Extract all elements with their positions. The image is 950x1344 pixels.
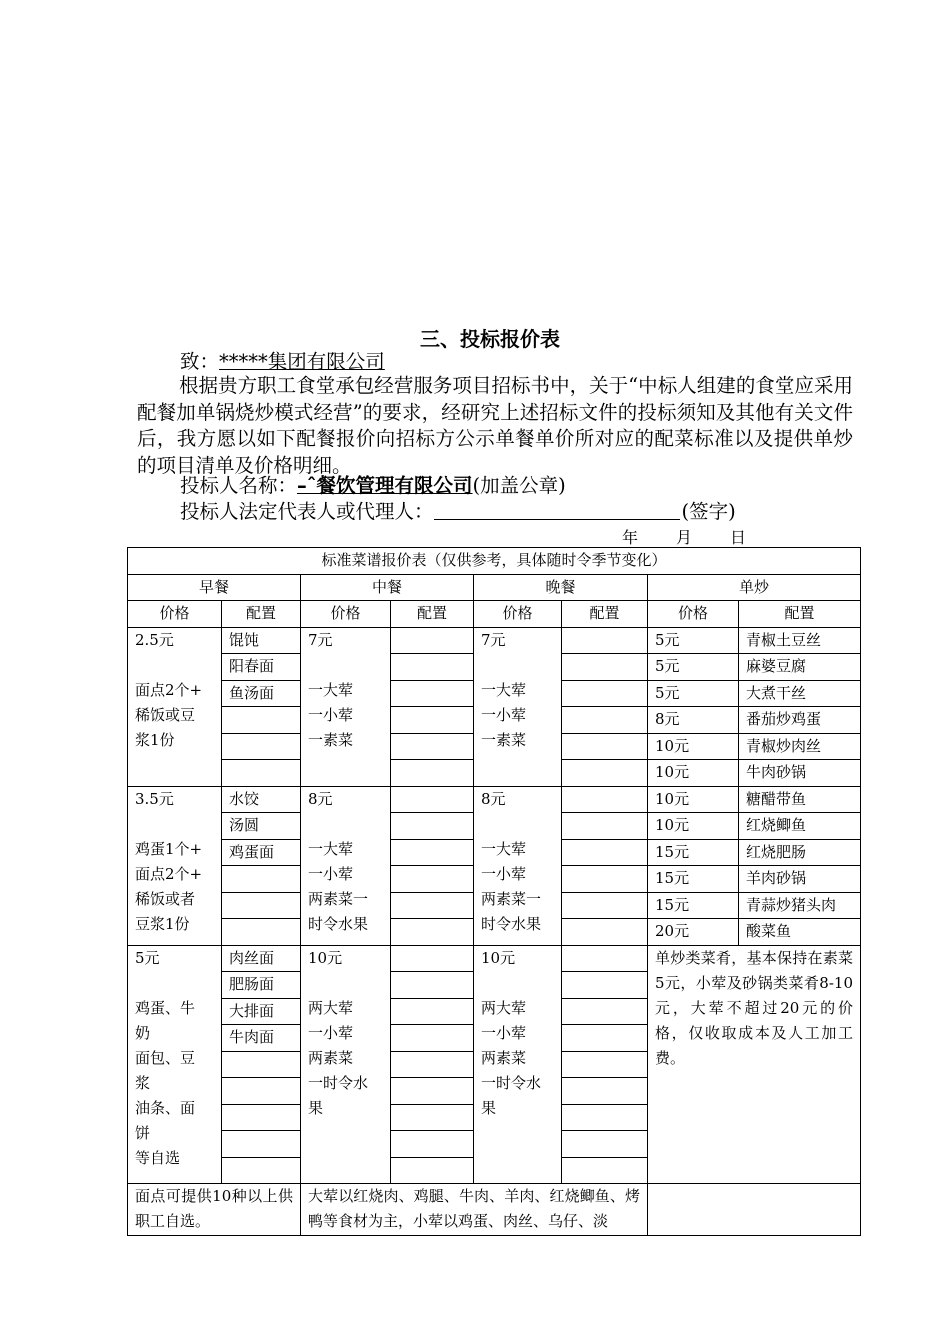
- dinner-config-cell: [562, 839, 648, 866]
- breakfast-item-cell: [222, 892, 301, 919]
- dinner-config-cell: [562, 707, 648, 734]
- meal-header-lunch: 中餐: [301, 574, 474, 601]
- dinner-config-cell: [562, 945, 648, 972]
- breakfast-item-cell: 汤圆: [222, 813, 301, 840]
- breakfast-item-cell: [222, 1131, 301, 1158]
- lunch-price-cell: 7元 一大荤 一小荤 一素菜: [301, 627, 391, 786]
- stir-fry-name-cell: 青蒜炒猪头肉: [739, 892, 861, 919]
- table-footer-row: [128, 1184, 861, 1236]
- bidder-label: 投标人名称：: [180, 474, 298, 497]
- dinner-config-cell: [562, 680, 648, 707]
- table-row: [128, 786, 861, 813]
- breakfast-item-cell: [222, 1051, 301, 1078]
- signature-note: (签字): [681, 500, 736, 523]
- stir-fry-price-cell: 10元: [648, 786, 739, 813]
- recipient-name: *****集团有限公司: [219, 350, 385, 373]
- table-row: [128, 945, 861, 972]
- stir-fry-price-cell: 10元: [648, 813, 739, 840]
- date-line: [622, 525, 746, 548]
- stir-fry-name-cell: 红烧鲫鱼: [739, 813, 861, 840]
- lunch-config-cell: [391, 1051, 474, 1078]
- dinner-price-cell: 10元 两大荤 一小荤 两素菜 一时令水 果: [474, 945, 562, 1184]
- dinner-config-cell: [562, 919, 648, 946]
- subheader-price: 价格: [128, 601, 222, 628]
- bidder-line: [180, 472, 566, 499]
- dinner-config-cell: [562, 1051, 648, 1078]
- stir-fry-name-cell: 红烧肥肠: [739, 839, 861, 866]
- lunch-config-cell: [391, 627, 474, 654]
- breakfast-item-cell: 牛肉面: [222, 1025, 301, 1052]
- dinner-config-cell: [562, 972, 648, 999]
- stir-fry-name-cell: 羊肉砂锅: [739, 866, 861, 893]
- meal-header-breakfast: 早餐: [128, 574, 301, 601]
- meal-header-dinner: 晚餐: [474, 574, 648, 601]
- stir-fry-price-cell: 15元: [648, 866, 739, 893]
- dinner-config-cell: [562, 892, 648, 919]
- stir-fry-name-cell: 酸菜鱼: [739, 919, 861, 946]
- breakfast-item-cell: [222, 1104, 301, 1131]
- stir-fry-price-cell: 8元: [648, 707, 739, 734]
- stir-fry-price-cell: 20元: [648, 919, 739, 946]
- stir-fry-price-cell: 10元: [648, 733, 739, 760]
- dinner-config-cell: [562, 1157, 648, 1184]
- lunch-config-cell: [391, 866, 474, 893]
- stir-fry-price-cell: 5元: [648, 654, 739, 681]
- stir-fry-name-cell: 青椒炒肉丝: [739, 733, 861, 760]
- stir-fry-price-cell: 5元: [648, 627, 739, 654]
- breakfast-item-cell: 馄饨: [222, 627, 301, 654]
- dinner-config-cell: [562, 1131, 648, 1158]
- dinner-config-cell: [562, 627, 648, 654]
- lunch-config-cell: [391, 680, 474, 707]
- representative-label: 投标人法定代表人或代理人：: [180, 500, 434, 523]
- dinner-config-cell: [562, 654, 648, 681]
- bidder-seal-note: (加盖公章): [472, 474, 566, 497]
- stir-fry-name-cell: 麻婆豆腐: [739, 654, 861, 681]
- stir-fry-note-cell: 单炒类菜肴，基本保持在素菜5元，小荤及砂锅类菜肴8-10元，大荤不超过20元的价格，仅收取成本及人工加工费。: [648, 945, 861, 1184]
- dinner-config-cell: [562, 733, 648, 760]
- lunch-config-cell: [391, 1104, 474, 1131]
- subheader-price: 价格: [648, 601, 739, 628]
- lunch-config-cell: [391, 786, 474, 813]
- subheader-price: 价格: [301, 601, 391, 628]
- lunch-price-cell: 8元 一大荤 一小荤 两素菜一 时令水果: [301, 786, 391, 945]
- stir-fry-name-cell: 牛肉砂锅: [739, 760, 861, 787]
- subheader-config: 配置: [222, 601, 301, 628]
- lunch-config-cell: [391, 919, 474, 946]
- subheader-config: 配置: [739, 601, 861, 628]
- lunch-config-cell: [391, 1025, 474, 1052]
- stir-fry-price-cell: 15元: [648, 892, 739, 919]
- breakfast-price-cell: 3.5元 鸡蛋1个+ 面点2个+ 稀饭或者 豆浆1份: [128, 786, 222, 945]
- stir-fry-name-cell: 糖醋带鱼: [739, 786, 861, 813]
- breakfast-item-cell: [222, 707, 301, 734]
- subheader-config: 配置: [391, 601, 474, 628]
- table-row: [128, 627, 861, 654]
- subheader-config: 配置: [562, 601, 648, 628]
- breakfast-price-cell: 5元 鸡蛋、牛 奶 面包、豆 浆 油条、面 饼 等自选: [128, 945, 222, 1184]
- lunch-config-cell: [391, 972, 474, 999]
- lunch-config-cell: [391, 945, 474, 972]
- lunch-config-cell: [391, 654, 474, 681]
- stir-fry-name-cell: 青椒土豆丝: [739, 627, 861, 654]
- stir-fry-name-cell: 番茄炒鸡蛋: [739, 707, 861, 734]
- breakfast-item-cell: [222, 919, 301, 946]
- breakfast-item-cell: 阳春面: [222, 654, 301, 681]
- recipient-line: [180, 348, 385, 375]
- stir-fry-price-cell: 10元: [648, 760, 739, 787]
- lunch-config-cell: [391, 1078, 474, 1105]
- dinner-price-cell: 7元 一大荤 一小荤 一素菜: [474, 627, 562, 786]
- lunch-config-cell: [391, 813, 474, 840]
- representative-line: [180, 498, 736, 525]
- page-title: 三、投标报价表: [420, 327, 560, 351]
- breakfast-item-cell: 肥肠面: [222, 972, 301, 999]
- lunch-price-cell: 10元 两大荤 一小荤 两素菜 一时令水 果: [301, 945, 391, 1184]
- lunch-config-cell: [391, 892, 474, 919]
- breakfast-item-cell: [222, 1157, 301, 1184]
- stir-fry-price-cell: 5元: [648, 680, 739, 707]
- meal-header-stir-fry: 单炒: [648, 574, 861, 601]
- breakfast-item-cell: 水饺: [222, 786, 301, 813]
- dinner-config-cell: [562, 866, 648, 893]
- lunch-config-cell: [391, 707, 474, 734]
- lunch-config-cell: [391, 760, 474, 787]
- breakfast-price-cell: 2.5元 面点2个+ 稀饭或豆 浆1份: [128, 627, 222, 786]
- table-caption: 标准菜谱报价表（仅供参考，具体随时令季节变化）: [128, 548, 861, 575]
- menu-price-table: [127, 547, 861, 1236]
- dinner-config-cell: [562, 1025, 648, 1052]
- subheader-price: 价格: [474, 601, 562, 628]
- footer-dish-note: 大荤以红烧肉、鸡腿、牛肉、羊肉、红烧鲫鱼、烤鸭等食材为主，小荤以鸡蛋、肉丝、乌仔、淡: [301, 1184, 648, 1236]
- dinner-config-cell: [562, 998, 648, 1025]
- lunch-config-cell: [391, 839, 474, 866]
- signature-blank[interactable]: [434, 499, 680, 520]
- intro-paragraph: 根据贵方职工食堂承包经营服务项目招标书中，关于“中标人组建的食堂应采用配餐加单锅烧炒模式经营”的要求，经研究上述招标文件的投标须知及其他有关文件后，我方愿以如下配餐报价向招标方公示单餐单价所对应的配菜标准以及提供单炒的项目清单及价格明细。: [137, 374, 853, 477]
- stir-fry-price-cell: 15元: [648, 839, 739, 866]
- lunch-config-cell: [391, 998, 474, 1025]
- lunch-config-cell: [391, 1157, 474, 1184]
- breakfast-item-cell: [222, 866, 301, 893]
- dinner-config-cell: [562, 1104, 648, 1131]
- date-year: 年: [622, 528, 639, 547]
- footer-breakfast-note: 面点可提供10种以上供职工自选。: [128, 1184, 301, 1236]
- date-month: 月: [676, 528, 693, 547]
- lunch-config-cell: [391, 1131, 474, 1158]
- footer-empty-cell: [648, 1184, 861, 1236]
- breakfast-item-cell: [222, 1078, 301, 1105]
- dinner-config-cell: [562, 813, 648, 840]
- breakfast-item-cell: 肉丝面: [222, 945, 301, 972]
- bidder-company-name: 餐饮管理有限公司: [316, 474, 473, 497]
- dinner-config-cell: [562, 786, 648, 813]
- breakfast-item-cell: 鱼汤面: [222, 680, 301, 707]
- date-day: 日: [730, 528, 747, 547]
- dinner-price-cell: 8元 一大荤 一小荤 两素菜一 时令水果: [474, 786, 562, 945]
- breakfast-item-cell: [222, 760, 301, 787]
- breakfast-item-cell: 鸡蛋面: [222, 839, 301, 866]
- dinner-config-cell: [562, 760, 648, 787]
- stir-fry-name-cell: 大煮干丝: [739, 680, 861, 707]
- dinner-config-cell: [562, 1078, 648, 1105]
- breakfast-item-cell: [222, 733, 301, 760]
- breakfast-item-cell: 大排面: [222, 998, 301, 1025]
- bidder-mark: –ˆ: [297, 474, 317, 497]
- lunch-config-cell: [391, 733, 474, 760]
- recipient-prefix: 致：: [180, 350, 220, 373]
